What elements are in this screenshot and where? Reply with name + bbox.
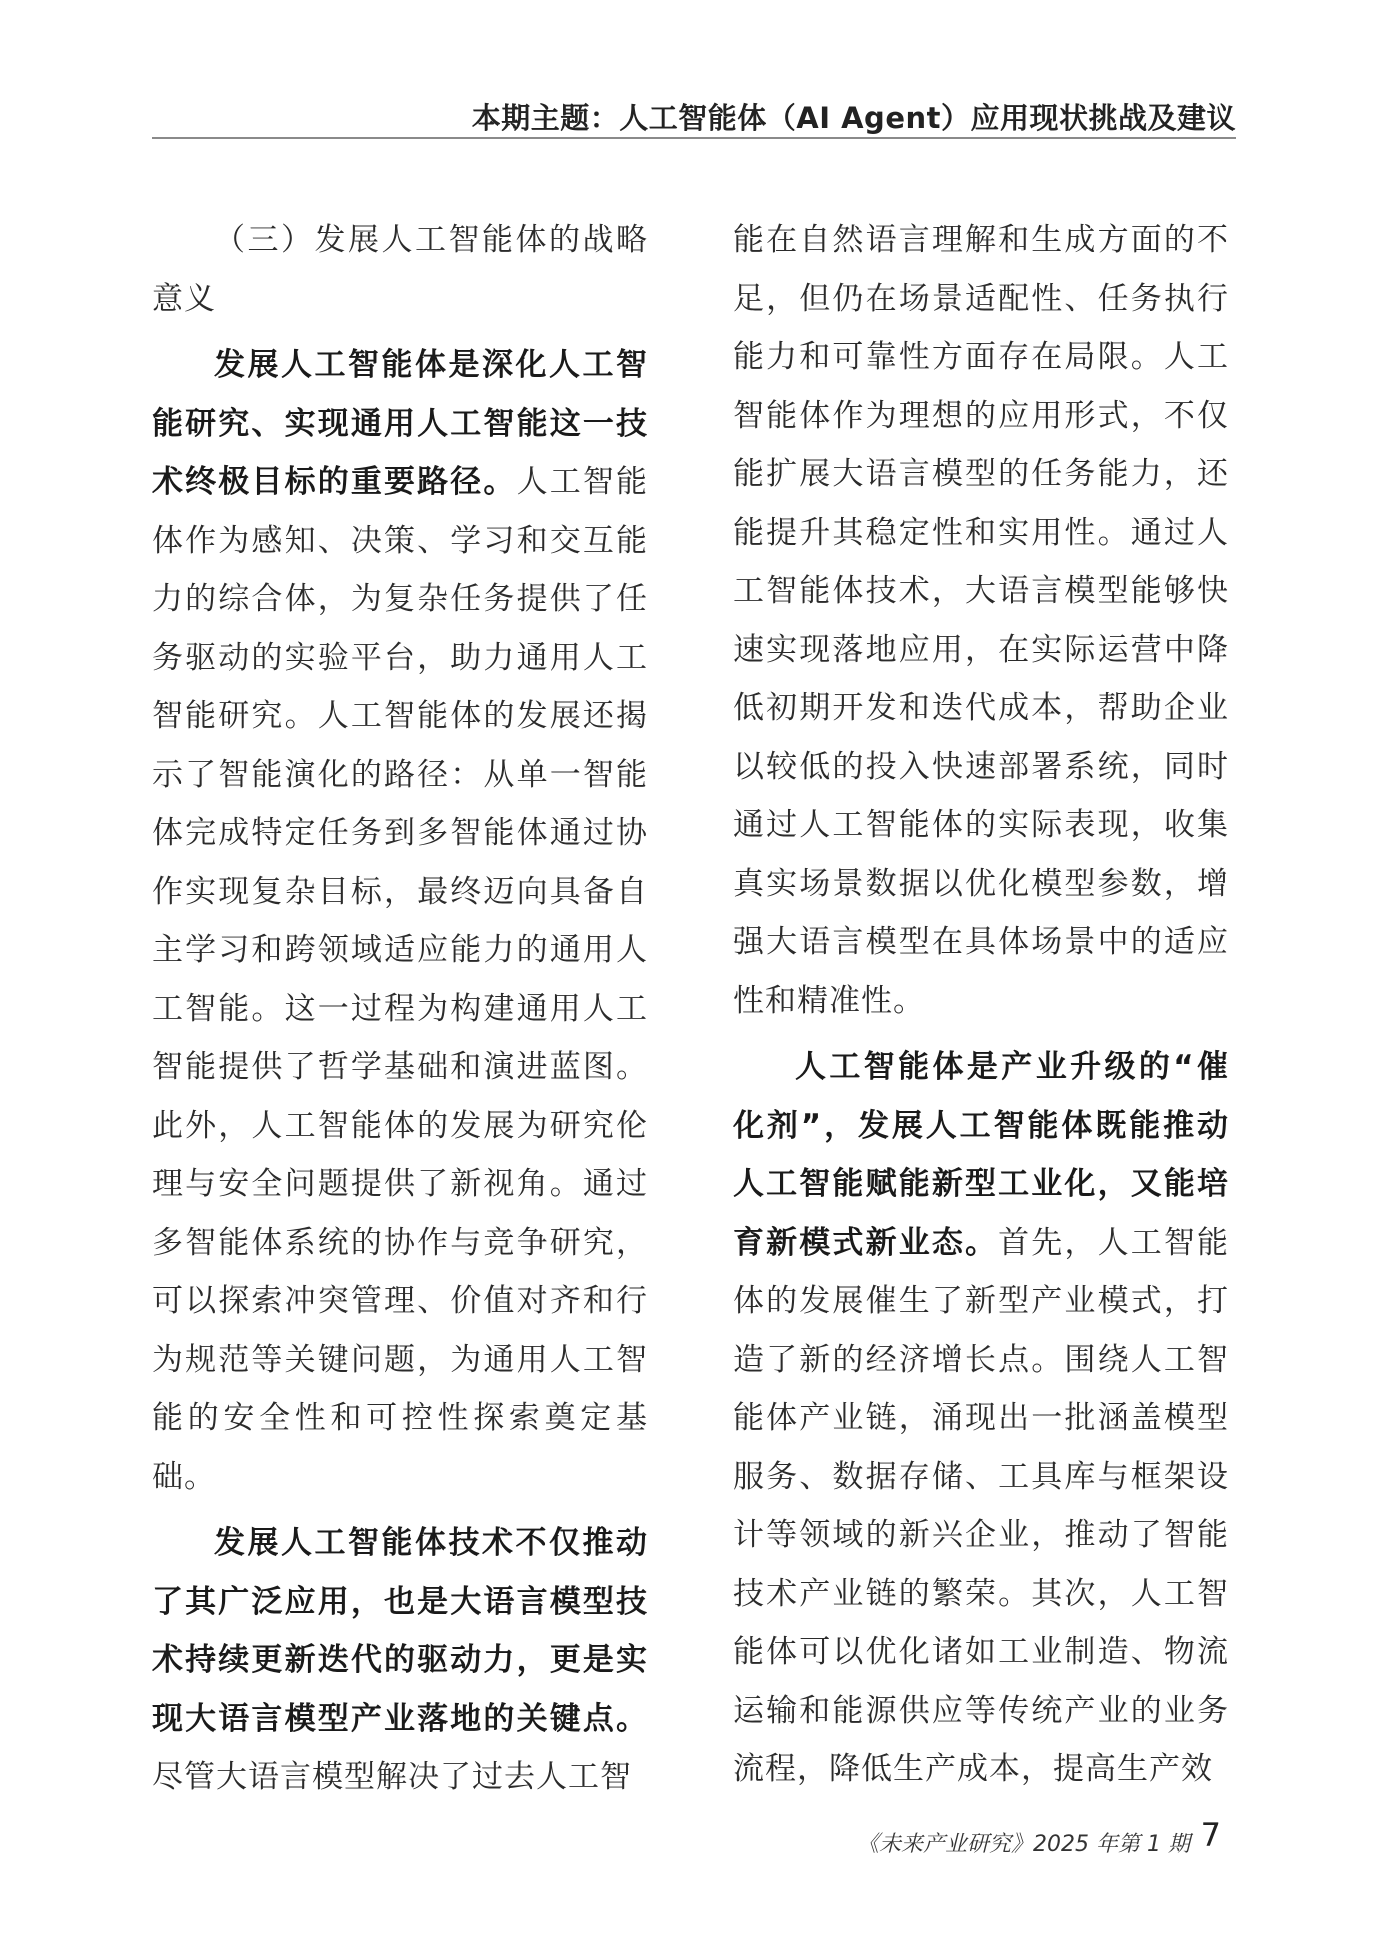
journal-footer: 《未来产业研究》2025 年第 1 期 — [857, 1832, 1190, 1857]
paragraph-1-lead: 发展人工智能体是深化人工智能研究、实现通用人工智能这一技术终极目标的重要路径。 — [152, 347, 648, 500]
section-heading: （三）发展人工智能体的战略意义 — [152, 222, 648, 317]
paragraph-2-lead: 发展人工智能体技术不仅推动了其广泛应用，也是大语言模型技术持续更新迭代的驱动力，更是实现大语言模型产业落地的关键点。 — [152, 1525, 648, 1737]
paragraph-2-body: 尽管大语言模型解决了过去人工智 — [152, 1759, 632, 1795]
paragraph-2-continued: 能在自然语言理解和生成方面的不足，但仍在场景适配性、任务执行能力和可靠性方面存在局限。人工智能体作为理想的应用形式，不仅能扩展大语言模型的任务能力，还能提升其稳定性和实用性。通过人工智能体技术，大语言模型能够快速实现落地应用，在实际运营中降低初期开发和迭代成本，帮助企业以较低的投入快速部署系统，同时通过人工智能体的实际表现，收集真实场景数据以优化模型参数，增强大语言模型在具体场景中的适应性和精准性。 — [733, 222, 1229, 1019]
right-column — [733, 211, 1229, 1799]
running-header: 本期主题：人工智能体（AI Agent）应用现状挑战及建议 — [471, 101, 1236, 135]
left-column — [152, 211, 648, 1807]
paragraph-2 — [152, 1514, 648, 1807]
paragraph-3-body: 首先，人工智能体的发展催生了新型产业模式，打造了新的经济增长点。围绕人工智能体产业链，涌现出一批涵盖模型服务、数据存储、工具库与框架设计等领域的新兴企业，推动了智能技术产业链的繁荣。其次，人工智能体可以优化诸如工业制造、物流运输和能源供应等传统产业的业务流程，降低生产成本，提高生产效 — [733, 1224, 1230, 1787]
paragraph-3 — [733, 1038, 1229, 1799]
header-rule — [152, 137, 1236, 139]
paragraph-1 — [152, 336, 648, 1506]
paragraph-1-body: 人工智能体作为感知、决策、学习和交互能力的综合体，为复杂任务提供了任务驱动的实验平台，助力通用人工智能研究。人工智能体的发展还揭示了智能演化的路径：从单一智能体完成特定任务到多智能体通过协作实现复杂目标，最终迈向具备自主学习和跨领域适应能力的通用人工智能。这一过程为构建通用人工智能提供了哲学基础和演进蓝图。此外，人工智能体的发展为研究伦理与安全问题提供了新视角。通过多智能体系统的协作与竞争研究，可以探索冲突管理、价值对齐和行为规范等关键问题，为通用人工智能的安全性和可控性探索奠定基础。 — [152, 464, 649, 1495]
paragraph-3-lead: 人工智能体是产业升级的“催化剂”，发展人工智能体既能推动人工智能赋能新型工业化，又能培育新模式新业态。 — [733, 1049, 1229, 1261]
page-number: 7 — [1200, 1816, 1221, 1854]
